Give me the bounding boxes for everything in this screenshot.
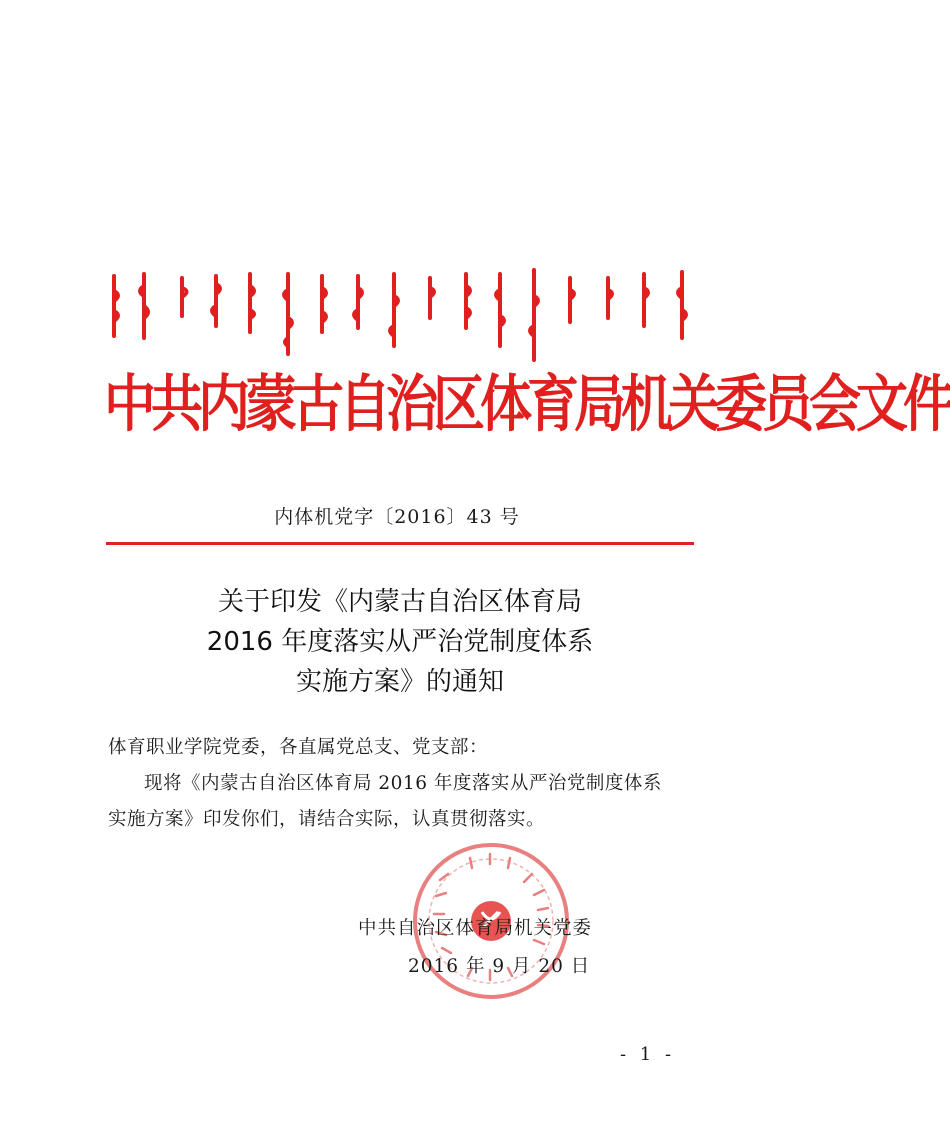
red-divider-rule bbox=[106, 542, 694, 545]
signing-organization: 中共自治区体育局机关党委 bbox=[358, 918, 593, 939]
paragraph-line-1: 现将《内蒙古自治区体育局 2016 年度落实从严治党制度体系 bbox=[144, 773, 662, 794]
notice-title bbox=[120, 582, 680, 702]
title-line-1: 关于印发《内蒙古自治区体育局 bbox=[217, 587, 582, 617]
paragraph-line-2: 实施方案》印发你们，请结合实际，认真贯彻落实。 bbox=[108, 809, 546, 830]
salutation: 体育职业学院党委，各直属党总支、党支部： bbox=[108, 737, 489, 758]
signing-date: 2016 年 9 月 20 日 bbox=[408, 956, 591, 977]
page-number: - 1 - bbox=[620, 1044, 676, 1065]
masthead-title: 中共内蒙古自治区体育局机关委员会文件 bbox=[104, 369, 950, 441]
mongolian-script-banner bbox=[104, 266, 696, 366]
document-number: 内体机党字〔2016〕43 号 bbox=[274, 506, 520, 528]
notice-body bbox=[108, 730, 698, 838]
title-line-3: 实施方案》的通知 bbox=[295, 667, 504, 697]
title-line-2: 2016 年度落实从严治党制度体系 bbox=[206, 627, 594, 657]
